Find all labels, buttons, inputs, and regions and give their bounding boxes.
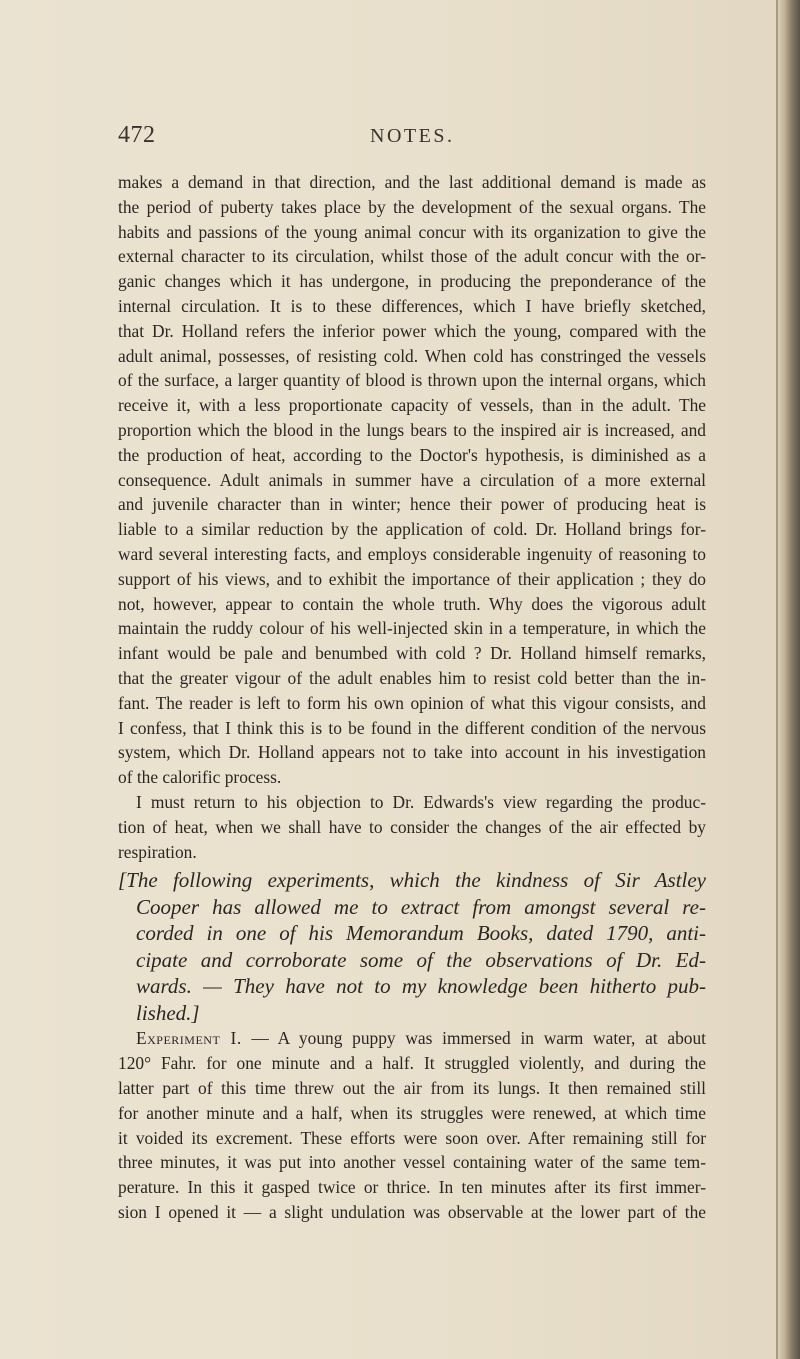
text-line: maintain the ruddy colour of his well-injected skin in a temperature, in which the — [118, 618, 706, 639]
text-line: that Dr. Holland refers the inferior power which the young, compared with the — [118, 320, 706, 341]
text-line: 120° Fahr. for one minute and a half. It struggled violently, and during the — [118, 1053, 706, 1074]
text-line: I must return to his objection to Dr. Edwards's view regarding the produc- — [136, 791, 706, 812]
text-line: corded in one of his Memorandum Books, dated 1790, anti- — [136, 921, 706, 946]
text-line: Cooper has allowed me to extract from amongst several re- — [136, 894, 706, 919]
book-fore-edge — [778, 0, 800, 1359]
text-line: adult animal, possesses, of resisting cold. When cold has constringed the vessels — [118, 345, 706, 366]
text-line: [The following experiments, which the kindness of Sir Astley — [118, 868, 706, 893]
text-line: of the calorific process. — [118, 767, 282, 788]
text-line: internal circulation. It is to these differences, which I have briefly sketched, — [118, 295, 706, 316]
text-line: perature. In this it gasped twice or thrice. In ten minutes after its first immer- — [118, 1177, 706, 1198]
text-line: tion of heat, when we shall have to consider the changes of the air effected by — [118, 816, 706, 837]
text-line: of the surface, a larger quantity of blood is thrown upon the internal organs, which — [118, 370, 706, 391]
text-line: consequence. Adult animals in summer have a circulation of a more external — [118, 469, 706, 490]
paragraph-2 — [118, 790, 706, 864]
page-header — [118, 122, 698, 158]
text-line: the period of puberty takes place by the development of the sexual organs. The — [118, 196, 706, 217]
text-line: it voided its excrement. These efforts were soon over. After remaining still for — [118, 1127, 706, 1148]
text-line: latter part of this time threw out the air from its lungs. It then remained still — [118, 1077, 706, 1098]
text-line: makes a demand in that direction, and the last additional demand is made as — [118, 172, 706, 192]
text-line: respiration. — [118, 841, 197, 862]
experiment-first-line: — A young puppy was immersed in warm water, at about — [251, 1028, 706, 1049]
experiment-label: Experiment I. — [136, 1028, 242, 1049]
running-head: NOTES. — [370, 125, 455, 147]
text-line — [118, 1026, 706, 1051]
text-line: external character to its circulation, whilst those of the adult concur with the or- — [118, 246, 706, 267]
text-line: lished.] — [136, 1000, 200, 1025]
text-line: cipate and corroborate some of the observations of Dr. Ed- — [136, 947, 706, 972]
text-line: not, however, appear to contain the whole truth. Why does the vigorous adult — [118, 593, 706, 614]
text-line: that the greater vigour of the adult enables him to resist cold better than the in- — [118, 667, 706, 688]
text-line: ward several interesting facts, and employs considerable ingenuity of reasoning to — [118, 543, 706, 564]
text-line: infant would be pale and benumbed with cold ? Dr. Holland himself remarks, — [118, 643, 706, 664]
text-line: the production of heat, according to the Doctor's hypothesis, is diminished as a — [118, 444, 706, 465]
text-line: habits and passions of the young animal concur with its organization to give the — [118, 221, 706, 242]
text-line: support of his views, and to exhibit the importance of their application ; they do — [118, 568, 706, 589]
text-line: I confess, that I think this is to be found in the different condition of the nervous — [118, 717, 706, 738]
experiment-1 — [118, 1026, 706, 1224]
body-text — [118, 170, 706, 1225]
text-line: for another minute and a half, when its struggles were renewed, at which time — [118, 1102, 706, 1123]
text-line: proportion which the blood in the lungs bears to the inspired air is increased, and — [118, 419, 706, 440]
text-line: and juvenile character than in winter; hence their power of producing heat is — [118, 494, 706, 515]
paragraph-1 — [118, 170, 706, 790]
text-line: liable to a similar reduction by the application of cold. Dr. Holland brings for- — [118, 519, 706, 540]
text-line: ganic changes which it has undergone, in producing the preponderance of the — [118, 271, 706, 292]
text-line: system, which Dr. Holland appears not to take into account in his investigation — [118, 742, 706, 763]
text-line: fant. The reader is left to form his own opinion of what this vigour consists, and — [118, 692, 706, 713]
text-line: receive it, with a less proportionate capacity of vessels, than in the adult. The — [118, 395, 706, 416]
page-number: 472 — [118, 122, 156, 148]
text-line: three minutes, it was put into another vessel containing water of the same tem- — [118, 1152, 706, 1173]
italic-editorial-note — [118, 867, 706, 1026]
text-line: sion I opened it — a slight undulation was observable at the lower part of the — [118, 1201, 706, 1222]
text-line: wards. — They have not to my knowledge been hitherto pub- — [136, 974, 706, 999]
